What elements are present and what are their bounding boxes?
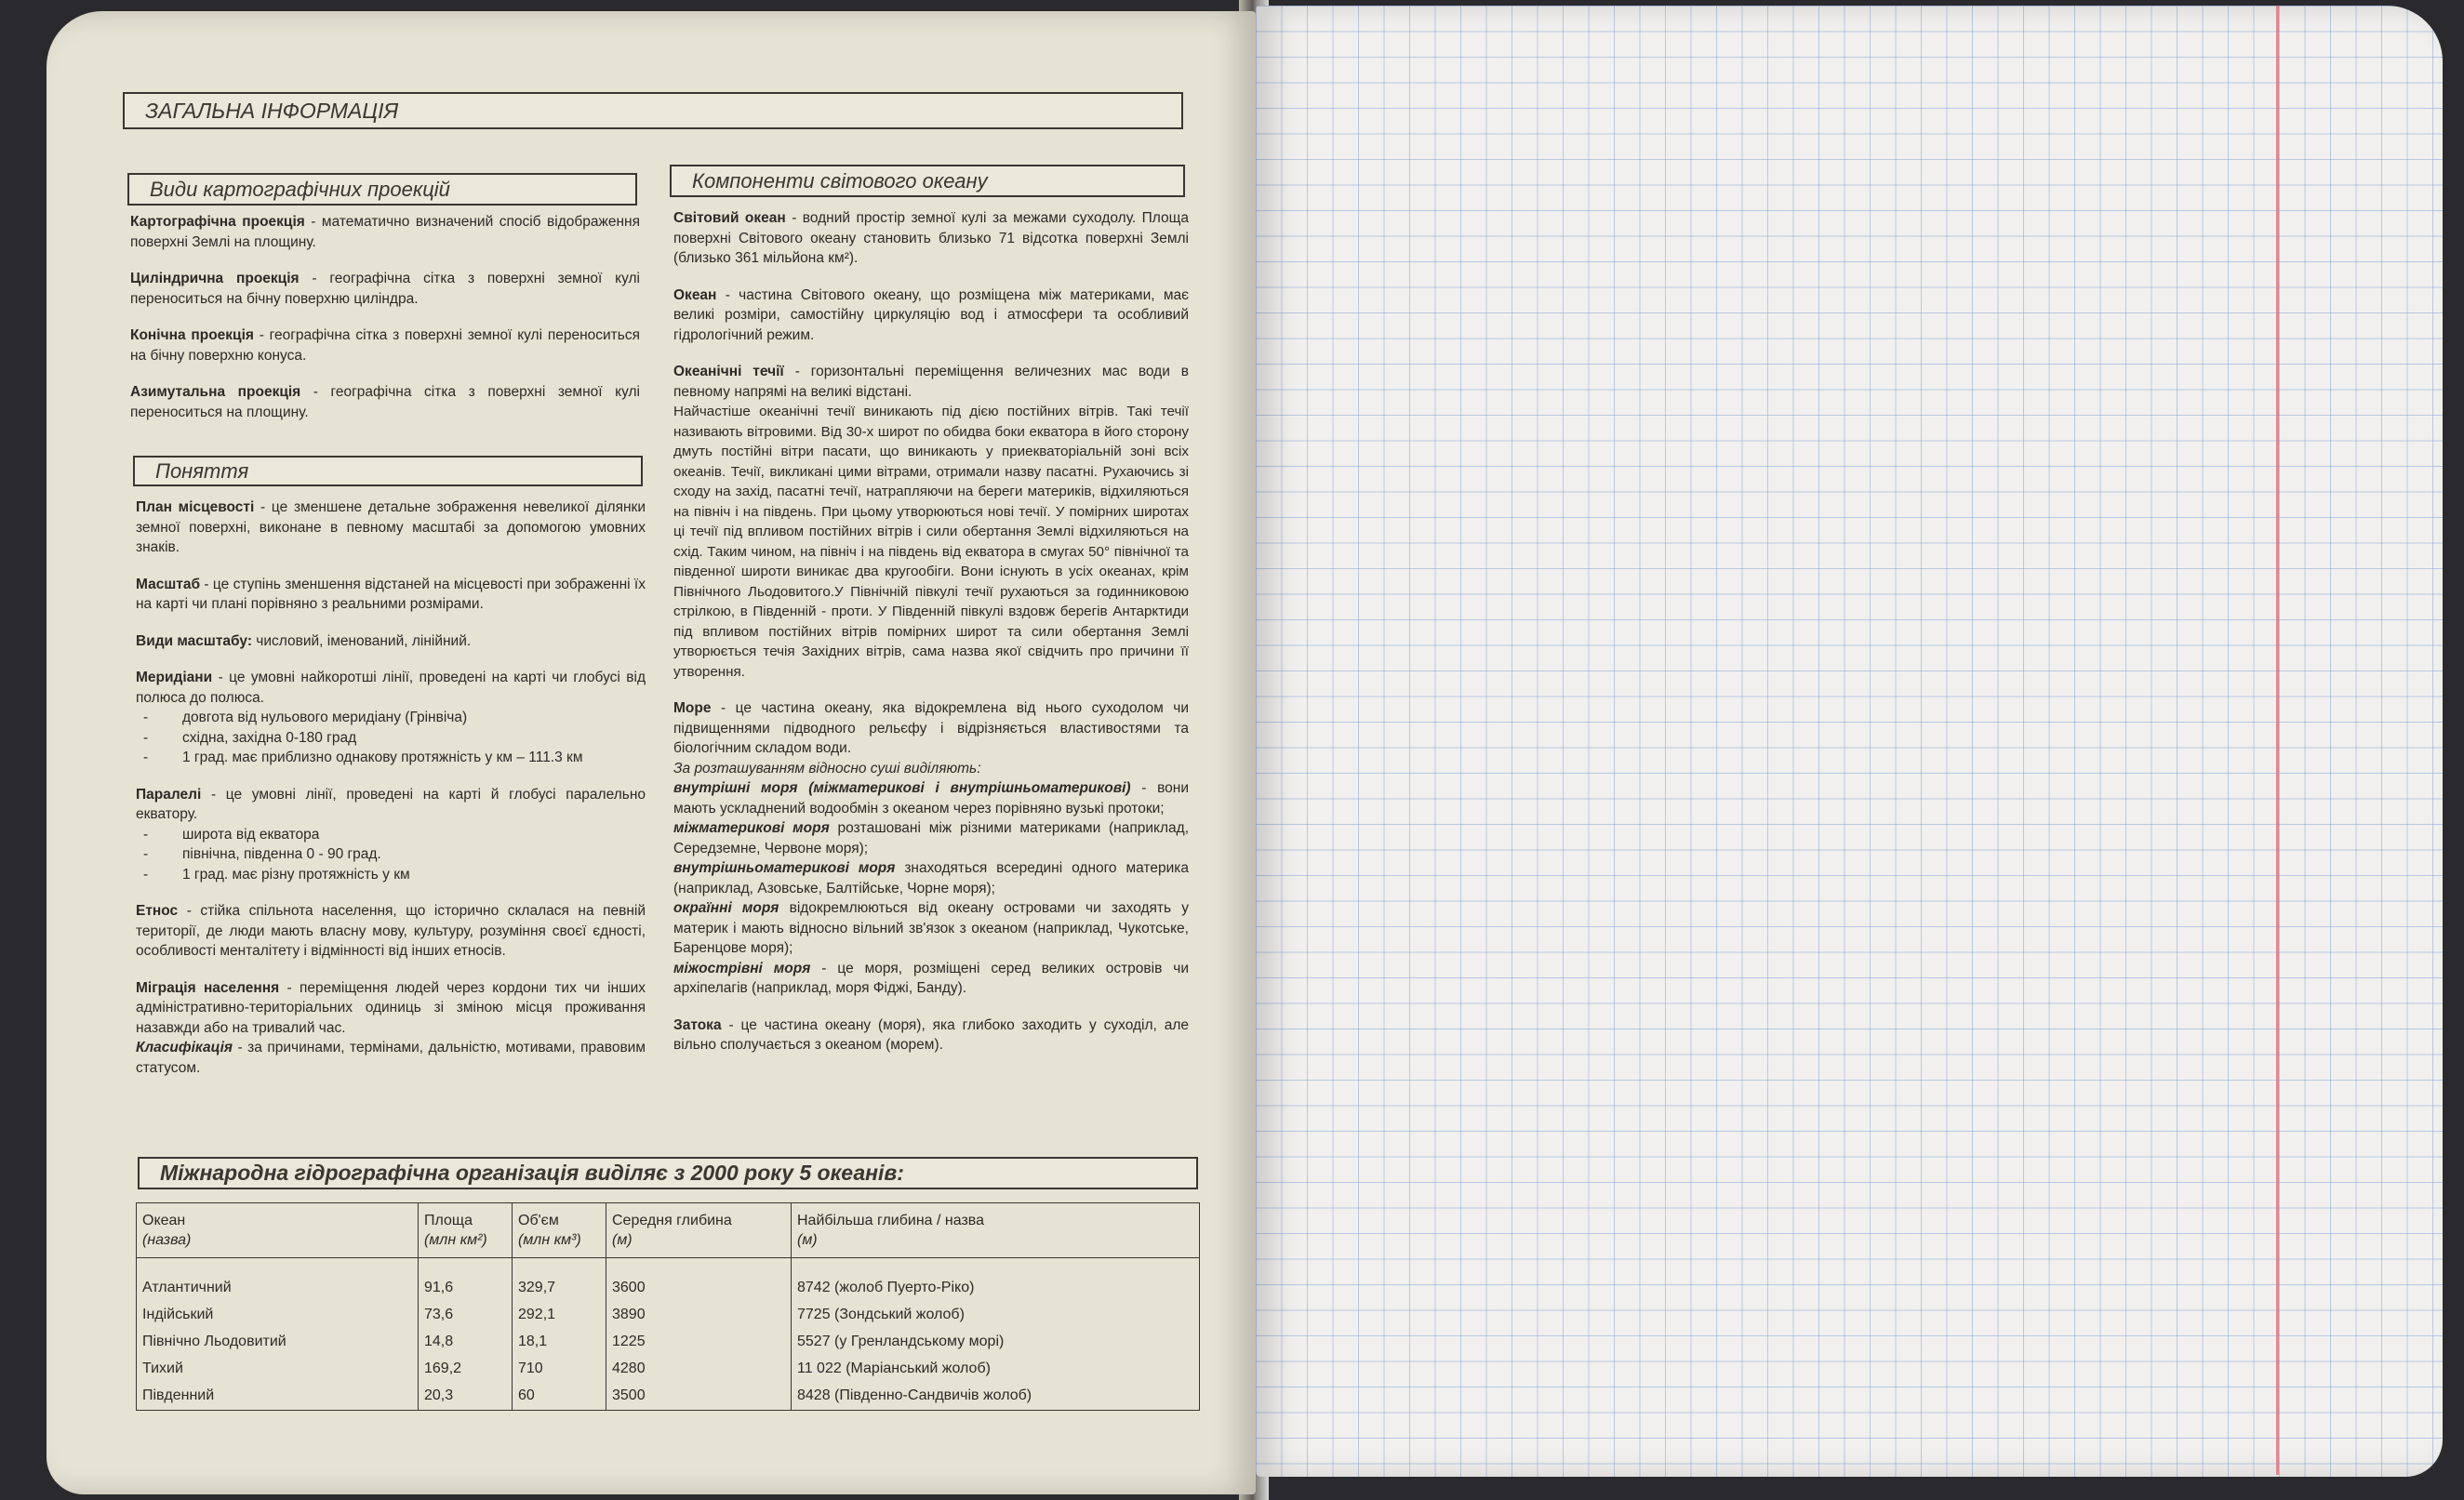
ocean-def: Океан - частина Світового океану, що розміщена між материками, має великі розміри, самостійну циркуляцію вод і атмосфери та особливий гідрологічний режим. [673, 286, 1189, 343]
table-cell: 73,6 [419, 1302, 513, 1329]
table-header-row [137, 1203, 1200, 1258]
currents-def: Океанічні течії - горизонтальні переміщення величезних мас води в певному напрямі на великі відстані. [673, 364, 1190, 400]
sea-type: міжматерикові моря розташовані між різними материками (наприклад, Середземне, Червоне моря); [673, 820, 1189, 856]
projection-item: Конічна проекція - географічна сітка з поверхні земної кулі переноситься на бічну поверхню конуса. [130, 327, 640, 364]
sea-type: міжострівні моря - це моря, розміщені серед великих островів чи архіпелагів (наприклад, моря Фіджі, Банду). [673, 960, 1189, 996]
table-cell: 3890 [606, 1302, 792, 1329]
col-header-max-depth: Найбільша глибина / назва (м) [792, 1203, 1200, 1258]
table-cell: 20,3 [419, 1383, 513, 1411]
right-page-grid-paper [1256, 6, 2443, 1477]
concept-parallels: Паралелі - це умовні лінії, проведені на карті й глобусі паралельно екватору. [136, 786, 646, 822]
table-cell: 1225 [606, 1329, 792, 1356]
meridians-bullet: - довгота від нульового меридіану (Грінвіча) [136, 708, 646, 728]
col-header-ocean: Океан (назва) [137, 1203, 419, 1258]
table-cell: Індійський [137, 1302, 419, 1329]
parallels-bullet: - 1 град. має різну протяжність у км [136, 865, 646, 885]
concepts-list [136, 498, 646, 1095]
projection-item: Картографічна проекція - математично визначений спосіб відображення поверхні Землі на площину. [130, 214, 640, 250]
table-cell: Південний [137, 1383, 419, 1411]
table-cell: 169,2 [419, 1356, 513, 1383]
table-cell: 4280 [606, 1356, 792, 1383]
concept-meridians: Меридіани - це умовні найкоротші лінії, проведені на карті чи глобусі від полюса до полюса. [136, 670, 646, 706]
projection-item: Азимутальна проекція - географічна сітка з поверхні земної кулі переноситься на площину. [130, 384, 640, 420]
table-cell: 329,7 [513, 1258, 606, 1303]
sea-def: Море - це частина океану, яка відокремлена від нього суходолом чи підвищеннями підводного рельєфу і відрізняється властивостями та біологічним складом води. [673, 700, 1189, 756]
table-row [137, 1302, 1200, 1329]
table-cell: 5527 (у Гренландському морі) [792, 1329, 1200, 1356]
table-cell: 11 022 (Маріанський жолоб) [792, 1356, 1200, 1383]
sea-types-intro: За розташуванням відносно суші виділяють: [673, 760, 981, 777]
table-cell: 3600 [606, 1258, 792, 1303]
concept-ethnos: Етнос - стійка спільнота населення, що історично склалася на певній території, де люди мають власну мову, культуру, розуміння своєї єдності, особливості менталітету і відмінності від інших етносів. [136, 903, 646, 959]
concept-migration: Міграція населення - переміщення людей через кордони тих чи інших адміністративно-територіальних одиниць зі зміною місця проживання назавжди або на тривалий час. [136, 979, 646, 1036]
table-cell: Тихий [137, 1356, 419, 1383]
col-header-avg-depth: Середня глибина (м) [606, 1203, 792, 1258]
concept-scale: Масштаб - це ступінь зменшення відстаней на місцевості при зображенні їх на карті чи плані порівняно з реальними розмірами. [136, 576, 646, 612]
bay-def: Затока - це частина океану (моря), яка глибоко заходить у суходіл, але вільно сполучається з океаном (морем). [673, 1016, 1189, 1053]
oceans-table-title: Міжнародна гідрографічна організація виділяє з 2000 року 5 океанів: [138, 1157, 1198, 1189]
table-cell: 7725 (Зондський жолоб) [792, 1302, 1200, 1329]
concept-scale-types: Види масштабу: числовий, іменований, лінійний. [136, 632, 472, 649]
page-title: ЗАГАЛЬНА ІНФОРМАЦІЯ [123, 92, 1183, 129]
table-cell: 8742 (жолоб Пуерто-Ріко) [792, 1258, 1200, 1303]
sea-type: внутрішньоматерикові моря знаходяться всередині одного материка (наприклад, Азовське, Балтійське, Чорне моря); [673, 860, 1189, 896]
meridians-bullet: - східна, західна 0-180 град [136, 728, 646, 749]
table-cell: 18,1 [513, 1329, 606, 1356]
currents-details: Найчастіше океанічні течії виникають під дією постійних вітрів. Такі течії називають вітровими. Від 30-х широт по обидва боки екватора в його сторону дмуть постійні вітри пасати, що виникають у приекваторіальній зоні всіх океанів. Течії, викликані цими вітрами, отримали назву пасатні. Рухаючись зі сходу на захід, пасатні течії, натрапляючи на береги материків, відхиляються на північ і на південь. При цьому утворюються нові течії. У помірних широтах ці течії під впливом постійних вітрів і сили обертання Землі відхиляються на схід. Таким чином, на північ і на південь від екватора в смугах 50° північної та південної широти виникає два кругообіги. Вони існують в усіх океанах, крім Північного Льодовитого.У Північній півкулі течії рухаються за годинниковою стрілкою, в Південній - проти. У Південній півкулі вздовж берегів Антарктиди під впливом постійних вітрів помірних широт та сили обертання Землі утворюється течія Західних вітрів, сама назва якої свідчить про причини її утворення. [673, 404, 1189, 680]
table-cell: 91,6 [419, 1258, 513, 1303]
meridians-bullet: - 1 град. має приблизно однакову протяжність у км – 111.3 км [136, 748, 646, 768]
oceans-table [136, 1202, 1200, 1411]
sea-type: окраїнні моря відокремлюються від океану островами чи заходять у материк і мають відносно вільний зв'язок з океаном (наприклад, Чукотське, Баренцове моря); [673, 900, 1189, 956]
table-cell: 710 [513, 1356, 606, 1383]
table-row [137, 1356, 1200, 1383]
table-cell: Атлантичний [137, 1258, 419, 1303]
table-row [137, 1329, 1200, 1356]
concept-classification: Класифікація - за причинами, термінами, дальністю, мотивами, правовим статусом. [136, 1040, 646, 1076]
col-header-volume: Об'єм (млн км³) [513, 1203, 606, 1258]
table-cell: Північно Льодовитий [137, 1329, 419, 1356]
table-cell: 292,1 [513, 1302, 606, 1329]
projection-item: Циліндрична проекція - географічна сітка з поверхні земної кулі переноситься на бічну поверхню циліндра. [130, 271, 641, 307]
parallels-bullet: - широта від екватора [136, 825, 646, 845]
concepts-title: Поняття [133, 456, 643, 486]
table-cell: 14,8 [419, 1329, 513, 1356]
margin-line [2276, 6, 2279, 1475]
ocean-components-text [673, 208, 1189, 1072]
concept-plan: План місцевості - це зменшене детальне зображення невеликої ділянки земної поверхні, виконане в певному масштабі за допомогою умовних знаків. [136, 499, 646, 555]
ocean-components-title: Компоненти світового океану [670, 165, 1185, 197]
table-row [137, 1383, 1200, 1411]
world-ocean-def: Світовий океан - водний простір земної кулі за межами суходолу. Площа поверхні Світового океану становить близько 71 відсотка поверхні Землі (близько 361 мільйона км²). [673, 210, 1189, 266]
projections-list [130, 212, 640, 439]
col-header-area: Площа (млн км²) [419, 1203, 513, 1258]
table-cell: 8428 (Південно-Сандвичів жолоб) [792, 1383, 1200, 1411]
table-cell: 60 [513, 1383, 606, 1411]
projections-title: Види картографічних проекцій [127, 173, 637, 206]
sea-type: внутрішні моря (міжматерикові і внутрішньоматерикові) - вони мають ускладнений водообмін з океаном через порівняно вузькі протоки; [673, 780, 1189, 816]
parallels-bullet: - північна, південна 0 - 90 град. [136, 844, 646, 865]
table-row [137, 1258, 1200, 1303]
table-cell: 3500 [606, 1383, 792, 1411]
